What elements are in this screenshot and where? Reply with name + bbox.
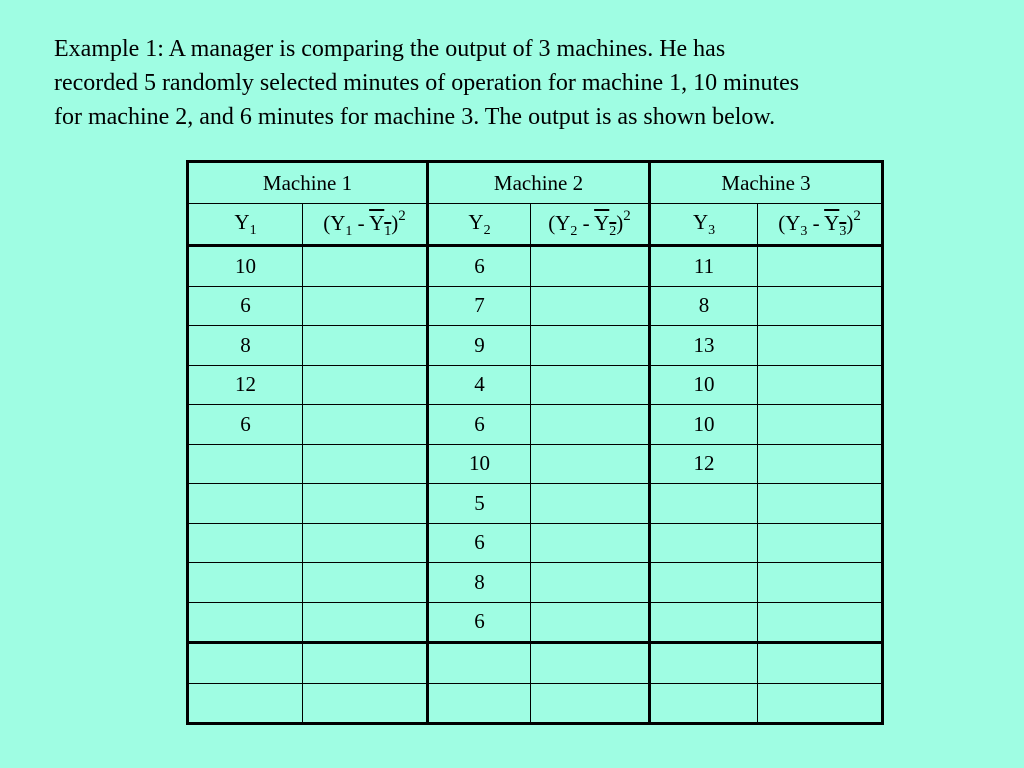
machine1-value-cell: 12 bbox=[188, 365, 303, 405]
machine1-deviation-cell bbox=[303, 523, 428, 563]
column-header-row bbox=[188, 204, 883, 246]
y1-deviation-squared-header bbox=[303, 204, 428, 246]
minus-sign: - bbox=[807, 211, 825, 235]
subscript: 3 bbox=[800, 224, 808, 239]
machine1-value-cell: 10 bbox=[188, 246, 303, 287]
close-paren: ) bbox=[391, 211, 399, 235]
intro-text: Example 1: A manager is comparing the output of 3 machines. He has recorded 5 randomly selected minutes of operation for machine 1, 10 minutes for machine 2, and 6 minutes for machine 3. The output is as shown below. bbox=[54, 36, 800, 130]
machine3-value-cell: 12 bbox=[650, 444, 758, 484]
close-paren: ) bbox=[846, 211, 854, 235]
machine2-value-cell: 6 bbox=[428, 405, 531, 445]
y2-column-header bbox=[428, 204, 531, 246]
machine2-value-cell: 8 bbox=[428, 563, 531, 603]
machine1-value-cell bbox=[188, 643, 303, 684]
machine3-value-cell: 8 bbox=[650, 286, 758, 326]
machine3-deviation-cell bbox=[758, 444, 883, 484]
subscript: 2 bbox=[609, 224, 617, 239]
minus-sign: - bbox=[352, 211, 370, 235]
y-bar-symbol: Y bbox=[824, 211, 840, 235]
machine2-value-cell: 6 bbox=[428, 523, 531, 563]
machine1-value-cell: 8 bbox=[188, 326, 303, 366]
subscript: 2 bbox=[570, 224, 578, 239]
machine1-deviation-cell bbox=[303, 286, 428, 326]
machine3-value-cell bbox=[650, 484, 758, 524]
y-symbol: Y bbox=[234, 209, 250, 234]
machine1-deviation-cell bbox=[303, 246, 428, 287]
superscript: 2 bbox=[853, 208, 861, 224]
machine3-deviation-cell bbox=[758, 602, 883, 643]
machine3-value-cell bbox=[650, 602, 758, 643]
machine2-value-cell: 4 bbox=[428, 365, 531, 405]
machine-2-header: Machine 2 bbox=[428, 162, 650, 204]
table-row bbox=[188, 643, 883, 684]
y-symbol: Y bbox=[692, 209, 709, 234]
y-bar bbox=[824, 211, 847, 239]
machine1-value-cell: 6 bbox=[188, 405, 303, 445]
machine3-deviation-cell bbox=[758, 683, 883, 724]
machine3-value-cell: 10 bbox=[650, 365, 758, 405]
machine2-deviation-cell bbox=[531, 246, 650, 287]
table-row bbox=[188, 602, 883, 643]
subscript: 3 bbox=[708, 222, 716, 238]
y1-column-header bbox=[188, 204, 303, 246]
machine2-deviation-cell bbox=[531, 286, 650, 326]
machine2-deviation-cell bbox=[531, 365, 650, 405]
machine2-value-cell: 9 bbox=[428, 326, 531, 366]
machine3-deviation-cell bbox=[758, 246, 883, 287]
machine3-deviation-cell bbox=[758, 563, 883, 603]
y2-deviation-squared-header bbox=[531, 204, 650, 246]
machine3-value-cell: 10 bbox=[650, 405, 758, 445]
machine3-deviation-cell bbox=[758, 405, 883, 445]
machine3-value-cell bbox=[650, 643, 758, 684]
subscript: 1 bbox=[345, 224, 353, 239]
machine3-value-cell bbox=[650, 683, 758, 724]
machine2-deviation-cell bbox=[531, 683, 650, 724]
machine1-value-cell: 6 bbox=[188, 286, 303, 326]
machine1-value-cell bbox=[188, 683, 303, 724]
minus-sign: - bbox=[577, 211, 595, 235]
subscript: 1 bbox=[384, 224, 392, 239]
y-bar-symbol: Y bbox=[369, 211, 385, 235]
machine2-deviation-cell bbox=[531, 444, 650, 484]
y-bar bbox=[594, 211, 617, 239]
machine2-value-cell: 7 bbox=[428, 286, 531, 326]
machine1-deviation-cell bbox=[303, 643, 428, 684]
table-row bbox=[188, 246, 883, 287]
machine-1-header: Machine 1 bbox=[188, 162, 428, 204]
table-row bbox=[188, 326, 883, 366]
machine1-deviation-cell bbox=[303, 484, 428, 524]
machine2-value-cell: 6 bbox=[428, 602, 531, 643]
machine3-deviation-cell bbox=[758, 286, 883, 326]
machine3-deviation-cell bbox=[758, 643, 883, 684]
machine1-deviation-cell bbox=[303, 444, 428, 484]
machine1-value-cell bbox=[188, 484, 303, 524]
table-row bbox=[188, 523, 883, 563]
table-row bbox=[188, 286, 883, 326]
machine2-deviation-cell bbox=[531, 523, 650, 563]
machine3-deviation-cell bbox=[758, 365, 883, 405]
open-paren-y: (Y bbox=[323, 211, 346, 235]
subscript: 2 bbox=[483, 222, 491, 238]
table-row bbox=[188, 365, 883, 405]
subscript: 3 bbox=[839, 224, 847, 239]
machine2-value-cell bbox=[428, 643, 531, 684]
machine1-value-cell bbox=[188, 563, 303, 603]
machine2-deviation-cell bbox=[531, 563, 650, 603]
machine2-value-cell: 10 bbox=[428, 444, 531, 484]
y-bar bbox=[369, 211, 392, 239]
machine3-value-cell bbox=[650, 563, 758, 603]
machine2-deviation-cell bbox=[531, 643, 650, 684]
machine1-deviation-cell bbox=[303, 405, 428, 445]
machine-output-table bbox=[186, 160, 884, 725]
machine3-deviation-cell bbox=[758, 484, 883, 524]
machine2-deviation-cell bbox=[531, 405, 650, 445]
machine-3-header: Machine 3 bbox=[650, 162, 883, 204]
superscript: 2 bbox=[623, 208, 631, 224]
machine1-deviation-cell bbox=[303, 602, 428, 643]
machine1-value-cell bbox=[188, 523, 303, 563]
machine1-deviation-cell bbox=[303, 563, 428, 603]
machine2-value-cell: 6 bbox=[428, 246, 531, 287]
machine1-deviation-cell bbox=[303, 326, 428, 366]
open-paren-y: (Y bbox=[778, 211, 801, 235]
machine3-value-cell bbox=[650, 523, 758, 563]
table-row bbox=[188, 683, 883, 724]
y-bar-symbol: Y bbox=[594, 211, 610, 235]
machine3-deviation-cell bbox=[758, 326, 883, 366]
group-header-row bbox=[188, 162, 883, 204]
machine2-value-cell: 5 bbox=[428, 484, 531, 524]
close-paren: ) bbox=[616, 211, 624, 235]
machine2-deviation-cell bbox=[531, 326, 650, 366]
y3-deviation-squared-header bbox=[758, 204, 883, 246]
machine2-deviation-cell bbox=[531, 602, 650, 643]
subscript: 1 bbox=[249, 222, 257, 238]
table-row bbox=[188, 563, 883, 603]
machine2-value-cell bbox=[428, 683, 531, 724]
table-row bbox=[188, 444, 883, 484]
y-symbol: Y bbox=[468, 209, 484, 234]
table-row bbox=[188, 484, 883, 524]
machine1-deviation-cell bbox=[303, 365, 428, 405]
superscript: 2 bbox=[398, 208, 406, 224]
y3-column-header bbox=[650, 204, 758, 246]
machine1-value-cell bbox=[188, 444, 303, 484]
machine3-value-cell: 11 bbox=[650, 246, 758, 287]
machine3-deviation-cell bbox=[758, 523, 883, 563]
machine2-deviation-cell bbox=[531, 484, 650, 524]
open-paren-y: (Y bbox=[548, 211, 571, 235]
machine1-value-cell bbox=[188, 602, 303, 643]
machine3-value-cell: 13 bbox=[650, 326, 758, 366]
machine1-deviation-cell bbox=[303, 683, 428, 724]
table-row bbox=[188, 405, 883, 445]
